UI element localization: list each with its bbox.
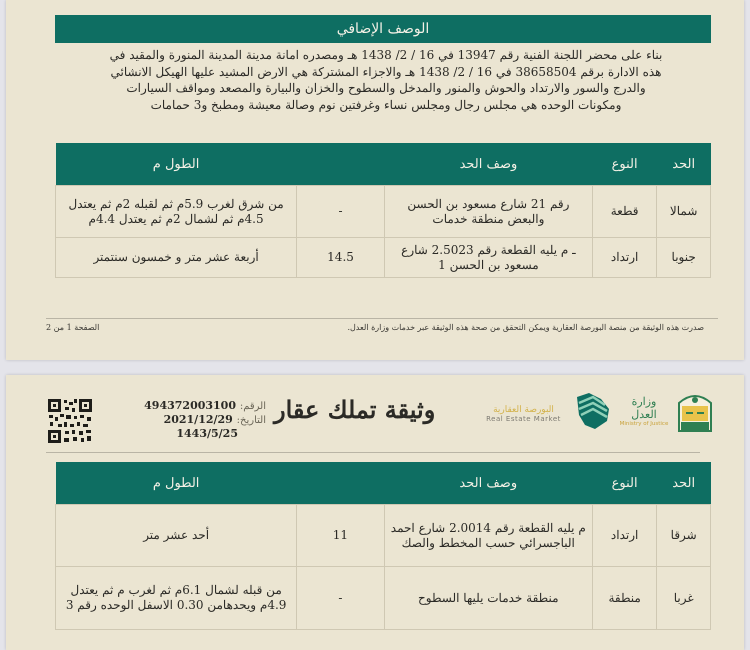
cell-boundary: غربا — [657, 567, 711, 630]
cell-value: - — [297, 567, 384, 630]
number-label: الرقم: — [239, 401, 266, 412]
ministry-en: Ministry of Justice — [619, 421, 669, 427]
cell-type: منطقة — [592, 567, 656, 630]
cell-boundary: جنوبا — [657, 238, 711, 278]
cell-boundary: شرقا — [657, 505, 711, 567]
cell-value: - — [297, 186, 385, 238]
cell-length: من شرق لغرب 5.9م ثم لقبله 2م ثم يعتدل 4.5م ثم لشمال 2م ثم يعتدل 4.4م — [56, 186, 297, 238]
cell-type: قطعة — [592, 186, 656, 238]
boundaries-table-2 — [55, 462, 711, 630]
header-description: وصف الحد — [384, 143, 592, 186]
document-page-2 — [6, 375, 744, 650]
footer-note: صدرت هذه الوثيقة من منصة البورصة العقارية ويمكن التحقق من صحة هذه الوثيقة عبر خدمات وزارة العدل. — [347, 323, 704, 332]
header-length: الطول م — [56, 143, 297, 186]
cell-description: منطقة خدمات يليها السطوح — [384, 567, 592, 630]
cell-boundary: شمالا — [657, 186, 711, 238]
cell-length: من قبله لشمال 6.1م ثم لغرب م ثم يعتدل 4.9م ويحدهامن 0.30 الاسفل الوحده رقم 3 — [56, 567, 297, 630]
qr-code-icon[interactable] — [46, 397, 94, 445]
header-value — [297, 143, 385, 186]
table-row — [56, 505, 711, 567]
header-type: النوع — [592, 462, 656, 505]
document-number: 494372003100 — [144, 399, 236, 412]
cell-description: م يليه القطعة رقم 2.0014 شارع احمد الباجسرائي حسب المخطط والصك — [384, 505, 592, 567]
header-divider — [46, 452, 700, 453]
header-description: وصف الحد — [384, 462, 592, 505]
cell-description: ـ م يليه القطعة رقم 2.5023 شارع مسعود بن الحسن 1 — [384, 238, 592, 278]
document-title: وثيقة تملك عقار — [274, 395, 436, 424]
header-boundary: الحد — [657, 143, 711, 186]
document-meta — [141, 399, 266, 440]
date-gregorian: 2021/12/29 — [163, 413, 233, 426]
table-header-row — [56, 143, 711, 186]
cell-value: 11 — [297, 505, 384, 567]
additional-description-header: الوصف الإضافي — [55, 15, 711, 43]
footer-divider — [46, 318, 718, 319]
cell-value: 14.5 — [297, 238, 385, 278]
cell-type: ارتداد — [592, 505, 656, 567]
header-length: الطول م — [56, 462, 297, 505]
date-label: التاريخ: — [236, 415, 266, 426]
ministry-emblem-icon — [676, 391, 714, 433]
real-estate-market-logo — [476, 405, 571, 423]
header-value — [297, 462, 384, 505]
saudi-map-icon — [571, 391, 613, 431]
cell-type: ارتداد — [592, 238, 656, 278]
cell-length: أحد عشر متر — [56, 505, 297, 567]
cell-description: رقم 21 شارع مسعود بن الحسن والبعض منطقة خدمات — [384, 186, 592, 238]
ministry-ar: وزارة العدل — [631, 395, 657, 421]
ministry-of-justice-logo-text — [618, 395, 670, 427]
document-page-1 — [6, 0, 744, 360]
table-row — [56, 238, 711, 278]
header-boundary: الحد — [657, 462, 711, 505]
real-estate-market-ar: البورصة العقارية — [493, 405, 554, 415]
date-hijri: 1443/5/25 — [176, 427, 238, 440]
header-type: النوع — [592, 143, 656, 186]
real-estate-market-en: Real Estate Market — [486, 415, 561, 423]
page-indicator: الصفحة 1 من 2 — [46, 323, 100, 332]
table-row — [56, 567, 711, 630]
boundaries-table-1 — [55, 143, 711, 278]
additional-description-text: بناء على محضر اللجنة الفنية رقم 13947 في 16 / 2/ 1438 هـ ومصدره امانة مدينة المدينة المنورة والمقيد في هذه الادارة برقم 38658504 في 16 / 2/ 1438 هـ والاجزاء المشتركة هي الارض المشيد عليها الهيكل الانشائي والدرج والسور والارتداد والحوش والمنور والمدخل والسطوح والخزان والبيارة والمصعد ومواقف السيارات ومكونات الوحده هي مجلس رجال ومجلس نساء وغرفتين نوم وصالة معيشة ومطبخ و3 حمامات — [109, 48, 663, 112]
table-header-row — [56, 462, 711, 505]
cell-length: أربعة عشر متر و خمسون سنتمتر — [56, 238, 297, 278]
table-row — [56, 186, 711, 238]
